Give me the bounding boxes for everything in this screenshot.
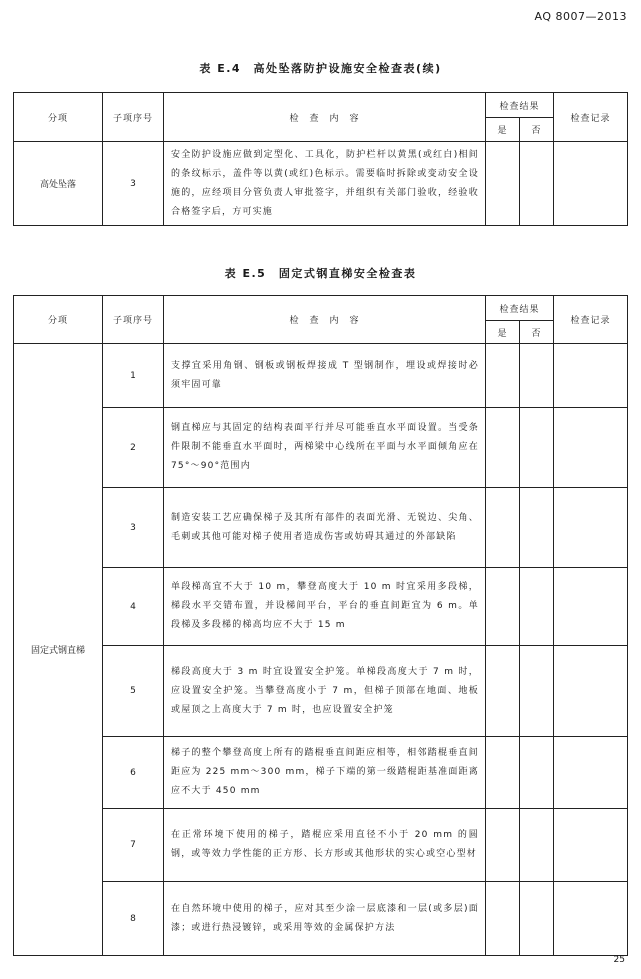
no-cell xyxy=(520,646,554,737)
header-record: 检查记录 xyxy=(554,296,628,344)
table-row xyxy=(14,488,628,568)
header-result: 检查结果 xyxy=(486,93,554,118)
table-row xyxy=(14,344,628,408)
standard-code: AQ 8007—2013 xyxy=(534,10,627,23)
header-no: 否 xyxy=(520,321,554,344)
yes-cell xyxy=(486,882,520,956)
record-cell xyxy=(554,882,628,956)
table-row xyxy=(14,646,628,737)
yes-cell xyxy=(486,809,520,882)
no-cell xyxy=(520,142,554,226)
content-cell: 梯段高度大于 3 m 时宜设置安全护笼。单梯段高度大于 7 m 时，应设置安全护笼。当攀登高度小于 7 m，但梯子顶部在地面、地板或屋顶之上高度大于 7 m 时，也应设置安全护笼 xyxy=(164,646,486,737)
header-yes: 是 xyxy=(486,118,520,142)
header-content: 检 查 内 容 xyxy=(164,296,486,344)
table-row xyxy=(14,737,628,809)
yes-cell xyxy=(486,142,520,226)
record-cell xyxy=(554,737,628,809)
record-cell xyxy=(554,408,628,488)
record-cell xyxy=(554,488,628,568)
yes-cell xyxy=(486,344,520,408)
category-cell: 固定式钢直梯 xyxy=(14,344,103,956)
no-cell xyxy=(520,408,554,488)
content-cell: 在正常环境下使用的梯子，踏棍应采用直径不小于 20 mm 的圆钢，或等效力学性能的正方形、长方形或其他形状的实心或空心型材 xyxy=(164,809,486,882)
record-cell xyxy=(554,142,628,226)
header-category: 分项 xyxy=(14,93,103,142)
header-sub-no: 子项序号 xyxy=(103,296,164,344)
table-row xyxy=(14,408,628,488)
content-cell: 在自然环境中使用的梯子，应对其至少涂一层底漆和一层(或多层)面漆；或进行热浸镀锌，或采用等效的金属保护方法 xyxy=(164,882,486,956)
table-row xyxy=(14,809,628,882)
no-cell xyxy=(520,568,554,646)
header-content: 检 查 内 容 xyxy=(164,93,486,142)
content-cell: 安全防护设施应做到定型化、工具化，防护栏杆以黄黑(或红白)相间的条纹标示，盖件等以黄(或红)色标示。需要临时拆除或变动安全设施的，应经项目分管负责人审批签字，并组织有关部门验收，经验收合格签字后，方可实施 xyxy=(164,142,486,226)
table-e5 xyxy=(13,295,628,956)
content-cell: 支撑宜采用角钢、钢板或钢板焊接成 T 型钢制作，埋设或焊接时必须牢固可靠 xyxy=(164,344,486,408)
table-e5-title: 表 E.5 固定式钢直梯安全检查表 xyxy=(224,267,417,280)
yes-cell xyxy=(486,408,520,488)
record-cell xyxy=(554,809,628,882)
sub-no-cell: 4 xyxy=(103,568,164,646)
sub-no-cell: 7 xyxy=(103,809,164,882)
yes-cell xyxy=(486,488,520,568)
table-row xyxy=(14,882,628,956)
header-result: 检查结果 xyxy=(486,296,554,321)
no-cell xyxy=(520,737,554,809)
table-row xyxy=(14,142,628,226)
sub-no-cell: 5 xyxy=(103,646,164,737)
header-yes: 是 xyxy=(486,321,520,344)
page-number: 25 xyxy=(613,955,625,965)
category-cell: 高处坠落 xyxy=(14,142,103,226)
content-cell: 钢直梯应与其固定的结构表面平行并尽可能垂直水平面设置。当受条件限制不能垂直水平面时，两梯梁中心线所在平面与水平面倾角应在 75°～90°范围内 xyxy=(164,408,486,488)
content-cell: 单段梯高宜不大于 10 m，攀登高度大于 10 m 时宜采用多段梯，梯段水平交错布置，并设梯间平台，平台的垂直间距宜为 6 m。单段梯及多段梯的梯高均应不大于 15 m xyxy=(164,568,486,646)
content-cell: 梯子的整个攀登高度上所有的踏棍垂直间距应相等，相邻踏棍垂直间距应为 225 mm～300 mm，梯子下端的第一级踏棍距基准面距离应不大于 450 mm xyxy=(164,737,486,809)
table-row xyxy=(14,568,628,646)
header-no: 否 xyxy=(520,118,554,142)
content-cell: 制造安装工艺应确保梯子及其所有部件的表面光滑、无锐边、尖角、毛刺或其他可能对梯子使用者造成伤害或妨碍其通过的外部缺陷 xyxy=(164,488,486,568)
no-cell xyxy=(520,882,554,956)
no-cell xyxy=(520,344,554,408)
yes-cell xyxy=(486,568,520,646)
sub-no-cell: 3 xyxy=(103,142,164,226)
sub-no-cell: 2 xyxy=(103,408,164,488)
header-sub-no: 子项序号 xyxy=(103,93,164,142)
yes-cell xyxy=(486,646,520,737)
header-record: 检查记录 xyxy=(554,93,628,142)
sub-no-cell: 1 xyxy=(103,344,164,408)
table-e4-title: 表 E.4 高处坠落防护设施安全检查表(续) xyxy=(199,62,442,75)
yes-cell xyxy=(486,737,520,809)
record-cell xyxy=(554,344,628,408)
record-cell xyxy=(554,568,628,646)
sub-no-cell: 3 xyxy=(103,488,164,568)
no-cell xyxy=(520,488,554,568)
sub-no-cell: 8 xyxy=(103,882,164,956)
sub-no-cell: 6 xyxy=(103,737,164,809)
header-category: 分项 xyxy=(14,296,103,344)
table-e4 xyxy=(13,92,628,226)
record-cell xyxy=(554,646,628,737)
no-cell xyxy=(520,809,554,882)
